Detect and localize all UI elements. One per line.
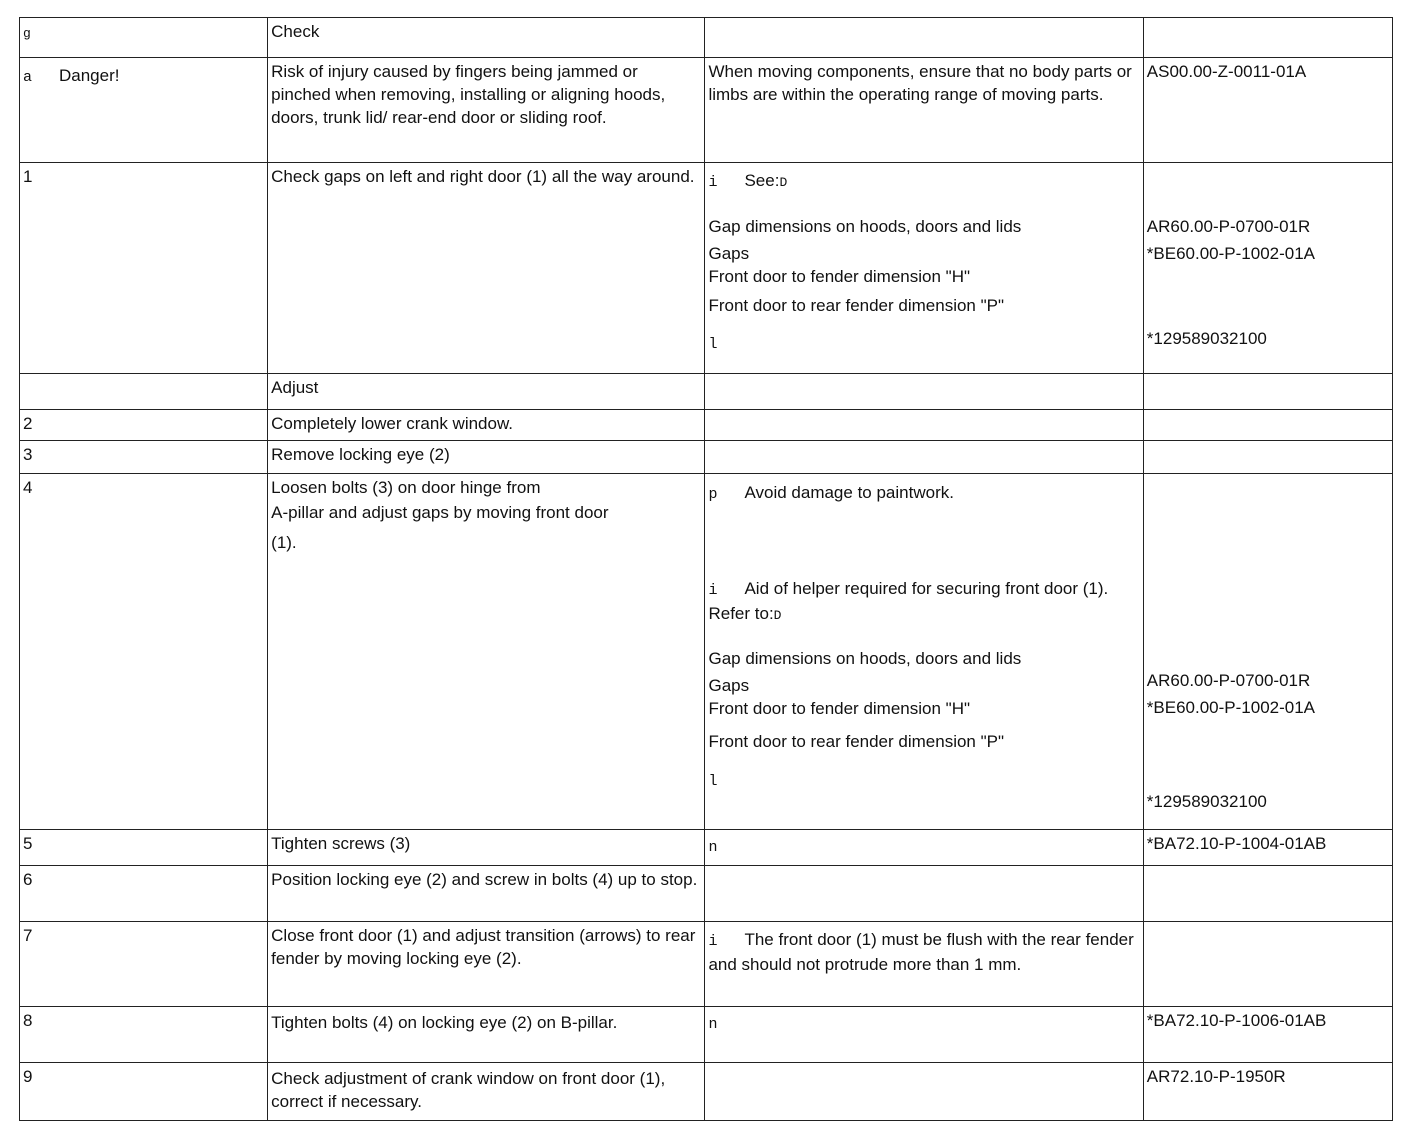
action-cell: Risk of injury caused by fingers being jammed or pinched when removing, installing or aligning hoods, doors, trunk lid/ rear-end door or sliding roof. (268, 58, 705, 163)
notes-cell (705, 474, 1143, 830)
table-row (20, 58, 1393, 163)
code-link[interactable]: AR72.10-P-1950R (1146, 1067, 1286, 1086)
helper-note: Aid of helper required for securing front door (1). (744, 579, 1109, 598)
paint-note: Avoid damage to paintwork. (744, 483, 954, 502)
doc-link-dimension-h[interactable]: Front door to fender dimension "H" (708, 699, 971, 718)
code-link[interactable]: *BE60.00-P-1002-01A (1146, 698, 1316, 717)
doc-link-dimension-h[interactable]: Front door to fender dimension "H" (708, 267, 971, 286)
notes-cell (705, 374, 1143, 410)
table-row (20, 922, 1393, 1007)
step-cell (20, 18, 268, 58)
step-cell: 2 (20, 410, 268, 441)
notes-cell (705, 441, 1143, 474)
tighten-icon: n (708, 839, 718, 856)
step-cell: 8 (20, 1007, 268, 1063)
table-row (20, 18, 1393, 58)
step-cell: 1 (20, 163, 268, 374)
check-symbol: g (23, 26, 31, 41)
refer-ref-link[interactable]: D (773, 608, 782, 623)
action-cell (268, 1063, 705, 1121)
step-cell (20, 58, 268, 163)
reference-cell (1143, 1063, 1392, 1121)
action-cell: Close front door (1) and adjust transition (arrows) to rear fender by moving locking eye (2). (268, 922, 705, 1007)
reference-cell (1143, 410, 1392, 441)
doc-link-gaps[interactable]: Gaps (708, 676, 750, 695)
notes-cell (705, 866, 1143, 922)
action-cell: Remove locking eye (2) (268, 441, 705, 474)
info-icon: i (708, 933, 718, 950)
code-link[interactable]: *BE60.00-P-1002-01A (1146, 244, 1316, 263)
notes-cell (705, 1063, 1143, 1121)
refer-label: Refer to: (708, 604, 774, 623)
procedure-table (19, 17, 1393, 1121)
table-row (20, 441, 1393, 474)
reference-cell: AS00.00-Z-0011-01A (1143, 58, 1392, 163)
tool-code-link[interactable]: *129589032100 (1146, 792, 1267, 811)
table-row (20, 1007, 1393, 1063)
notes-cell (705, 163, 1143, 374)
code-link[interactable]: *BA72.10-P-1004-01AB (1146, 834, 1327, 853)
code-link[interactable]: AR60.00-P-0700-01R (1146, 217, 1311, 236)
doc-link-gaps[interactable]: Gaps (708, 244, 750, 263)
reference-cell (1143, 374, 1392, 410)
notes-cell: When moving components, ensure that no body parts or limbs are within the operating range of moving parts. (705, 58, 1143, 163)
code-link[interactable]: *BA72.10-P-1006-01AB (1146, 1011, 1327, 1030)
action-cell: Adjust (268, 374, 705, 410)
tool-icon: l (708, 336, 718, 353)
info-icon: i (708, 582, 718, 599)
danger-icon: a (23, 69, 33, 86)
table-row (20, 830, 1393, 866)
action-text: Check adjustment of crank window on front door (1), correct if necessary. (271, 1069, 666, 1111)
danger-label: Danger! (59, 66, 120, 85)
tighten-icon: n (708, 1016, 718, 1033)
paint-caution-icon: p (708, 486, 718, 503)
table-row (20, 474, 1393, 830)
action-cell: Position locking eye (2) and screw in bolts (4) up to stop. (268, 866, 705, 922)
doc-link-dimension-p[interactable]: Front door to rear fender dimension "P" (708, 732, 1005, 751)
info-icon: i (708, 174, 718, 191)
doc-link-dimension-p[interactable]: Front door to rear fender dimension "P" (708, 296, 1005, 315)
see-label: See: (744, 171, 780, 190)
reference-cell (1143, 474, 1392, 830)
doc-link-gap-dimensions[interactable]: Gap dimensions on hoods, doors and lids (708, 217, 1022, 236)
action-cell: Check (268, 18, 705, 58)
see-ref-link[interactable]: D (779, 175, 788, 190)
table-row (20, 374, 1393, 410)
reference-cell (1143, 163, 1392, 374)
step-cell: 7 (20, 922, 268, 1007)
reference-cell (1143, 922, 1392, 1007)
flush-note: The front door (1) must be flush with the rear fender and should not protrude more than 1 mm. (708, 930, 1134, 974)
action-cell (268, 1007, 705, 1063)
step-cell: 5 (20, 830, 268, 866)
reference-cell (1143, 866, 1392, 922)
table-row (20, 1063, 1393, 1121)
doc-link-gap-dimensions[interactable]: Gap dimensions on hoods, doors and lids (708, 649, 1022, 668)
table-row (20, 163, 1393, 374)
notes-cell (705, 1007, 1143, 1063)
tool-code-link[interactable]: *129589032100 (1146, 329, 1267, 348)
action-line: (1). (271, 533, 297, 552)
action-cell: Completely lower crank window. (268, 410, 705, 441)
action-text: Tighten bolts (4) on locking eye (2) on B-pillar. (271, 1013, 618, 1032)
step-cell: 9 (20, 1063, 268, 1121)
step-cell (20, 374, 268, 410)
notes-cell (705, 410, 1143, 441)
action-line: Loosen bolts (3) on door hinge from (271, 478, 541, 497)
tool-icon: l (708, 773, 718, 790)
reference-cell (1143, 830, 1392, 866)
step-cell: 6 (20, 866, 268, 922)
action-cell: Tighten screws (3) (268, 830, 705, 866)
notes-cell (705, 18, 1143, 58)
reference-cell (1143, 441, 1392, 474)
action-cell (268, 474, 705, 830)
table-row (20, 410, 1393, 441)
step-cell: 4 (20, 474, 268, 830)
table-row (20, 866, 1393, 922)
step-cell: 3 (20, 441, 268, 474)
action-cell: Check gaps on left and right door (1) all the way around. (268, 163, 705, 374)
notes-cell (705, 830, 1143, 866)
action-line: A-pillar and adjust gaps by moving front door (271, 503, 609, 522)
procedure-document (19, 17, 1393, 1122)
reference-cell (1143, 18, 1392, 58)
reference-cell (1143, 1007, 1392, 1063)
notes-cell (705, 922, 1143, 1007)
code-link[interactable]: AR60.00-P-0700-01R (1146, 671, 1311, 690)
